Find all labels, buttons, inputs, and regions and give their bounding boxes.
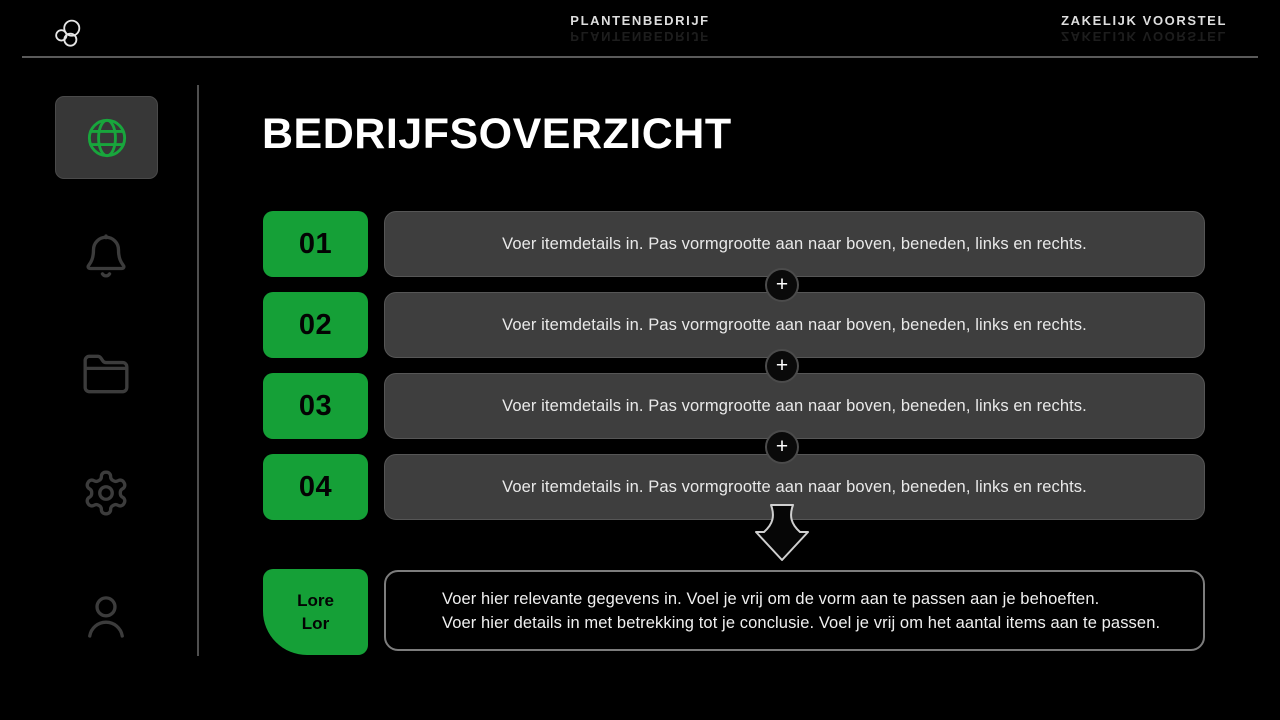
add-item-button-3[interactable] <box>765 430 799 464</box>
topbar <box>0 0 1280 62</box>
number-badge-04: 04 <box>263 454 368 520</box>
conclusion-badge <box>263 569 368 655</box>
sidebar-divider <box>197 85 199 656</box>
conclusion-line-2: Voer hier details in met betrekking tot je conclusie. Voel je vrij om het aantal items aan te passen. <box>442 613 1161 632</box>
add-item-button-2[interactable] <box>765 349 799 383</box>
sidebar-item-files[interactable] <box>81 349 131 399</box>
plus-icon: + <box>775 272 789 296</box>
conclusion-line-1: Voer hier relevante gegevens in. Voel je vrij om de vorm aan te passen aan je behoeften. <box>442 589 1100 608</box>
gear-icon <box>81 468 131 518</box>
sidebar-item-notifications[interactable] <box>81 231 131 281</box>
topbar-divider <box>22 56 1258 58</box>
topbar-right-label-reflection: ZAKELIJK VOORSTEL <box>1061 28 1227 44</box>
sidebar-item-overview[interactable] <box>55 96 158 179</box>
topbar-right-group <box>1061 0 1227 56</box>
plus-icon: + <box>775 434 789 458</box>
add-item-button-1[interactable] <box>765 268 799 302</box>
globe-icon <box>84 115 130 161</box>
topbar-title: PLANTENBEDRIJF <box>570 12 710 28</box>
conclusion-badge-line2: Lor <box>301 614 330 633</box>
item-text-3: Voer itemdetails in. Pas vormgrootte aan naar boven, beneden, links en rechts. <box>502 396 1087 415</box>
topbar-title-reflection: PLANTENBEDRIJF <box>570 28 710 44</box>
plus-icon: + <box>775 353 789 377</box>
item-text-box-2[interactable] <box>384 292 1205 358</box>
item-text-1: Voer itemdetails in. Pas vormgrootte aan naar boven, beneden, links en rechts. <box>502 234 1087 253</box>
item-text-box-3[interactable] <box>384 373 1205 439</box>
folder-icon <box>81 349 131 399</box>
bell-icon <box>81 231 131 281</box>
topbar-right-label: ZAKELIJK VOORSTEL <box>1061 12 1227 28</box>
user-icon <box>81 591 131 641</box>
number-badge-02: 02 <box>263 292 368 358</box>
page-title: BEDRIJFSOVERZICHT <box>262 110 732 158</box>
item-text-box-1[interactable] <box>384 211 1205 277</box>
number-badge-01: 01 <box>263 211 368 277</box>
conclusion-text-box[interactable] <box>384 570 1205 651</box>
sidebar-item-settings[interactable] <box>81 468 131 518</box>
item-text-2: Voer itemdetails in. Pas vormgrootte aan naar boven, beneden, links en rechts. <box>502 315 1087 334</box>
item-text-4: Voer itemdetails in. Pas vormgrootte aan naar boven, beneden, links en rechts. <box>502 477 1087 496</box>
conclusion-badge-line1: Lore <box>297 591 334 610</box>
number-badge-03: 03 <box>263 373 368 439</box>
sidebar-item-profile[interactable] <box>81 591 131 641</box>
down-arrow-icon <box>750 504 814 562</box>
